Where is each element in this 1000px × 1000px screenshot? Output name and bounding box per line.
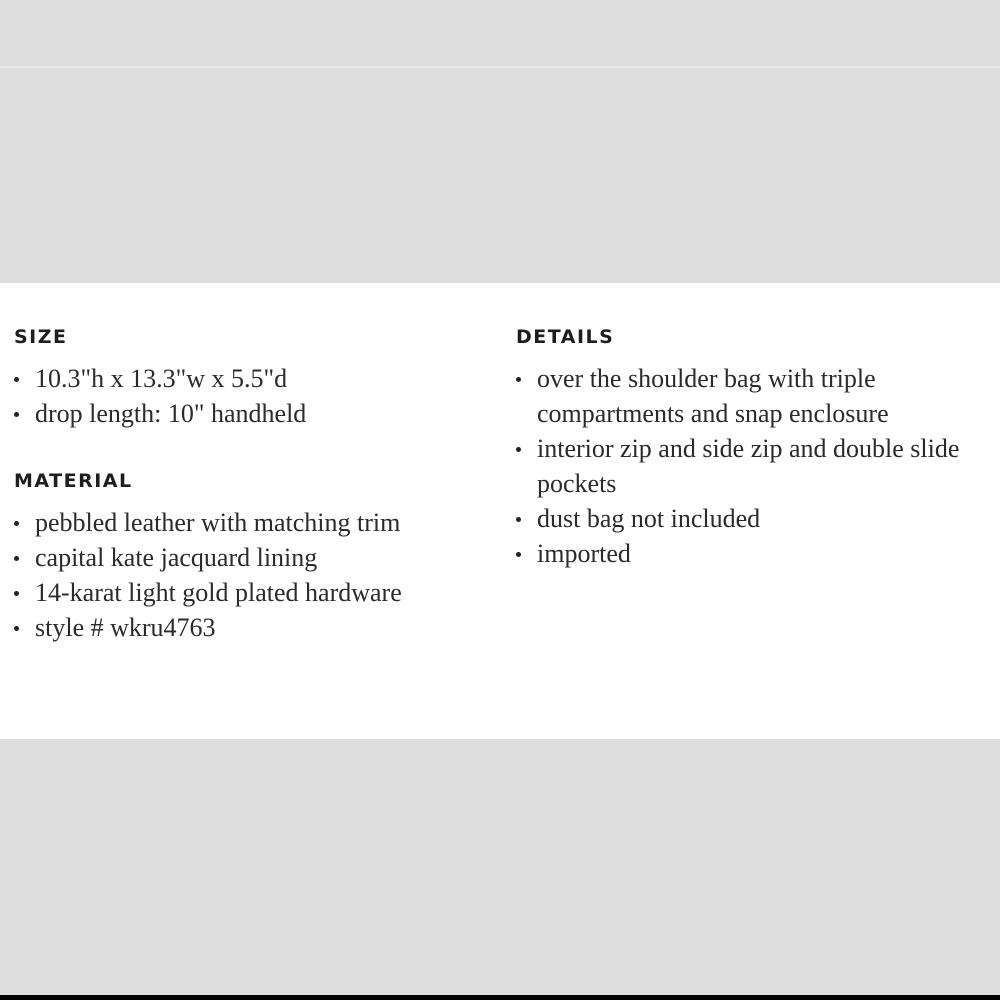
left-column bbox=[14, 325, 474, 645]
top-divider bbox=[0, 66, 1000, 68]
size-list bbox=[14, 361, 474, 431]
right-column bbox=[516, 325, 986, 571]
details-list bbox=[516, 361, 986, 571]
material-item: style # wkru4763 bbox=[14, 610, 474, 645]
size-item: 10.3"h x 13.3"w x 5.5"d bbox=[14, 361, 474, 396]
details-item: over the shoulder bag with triple compartments and snap enclosure bbox=[516, 361, 986, 431]
material-heading: MATERIAL bbox=[14, 470, 133, 492]
details-heading: DETAILS bbox=[516, 326, 615, 348]
material-item: capital kate jacquard lining bbox=[14, 540, 474, 575]
bottom-edge-bar bbox=[0, 995, 1000, 1000]
details-item: imported bbox=[516, 536, 986, 571]
size-heading: SIZE bbox=[14, 326, 68, 348]
material-list bbox=[14, 505, 474, 645]
details-item: interior zip and side zip and double slide pockets bbox=[516, 431, 986, 501]
material-item: 14-karat light gold plated hardware bbox=[14, 575, 474, 610]
size-item: drop length: 10" handheld bbox=[14, 396, 474, 431]
details-item: dust bag not included bbox=[516, 501, 986, 536]
material-item: pebbled leather with matching trim bbox=[14, 505, 474, 540]
product-info-panel bbox=[0, 283, 1000, 739]
